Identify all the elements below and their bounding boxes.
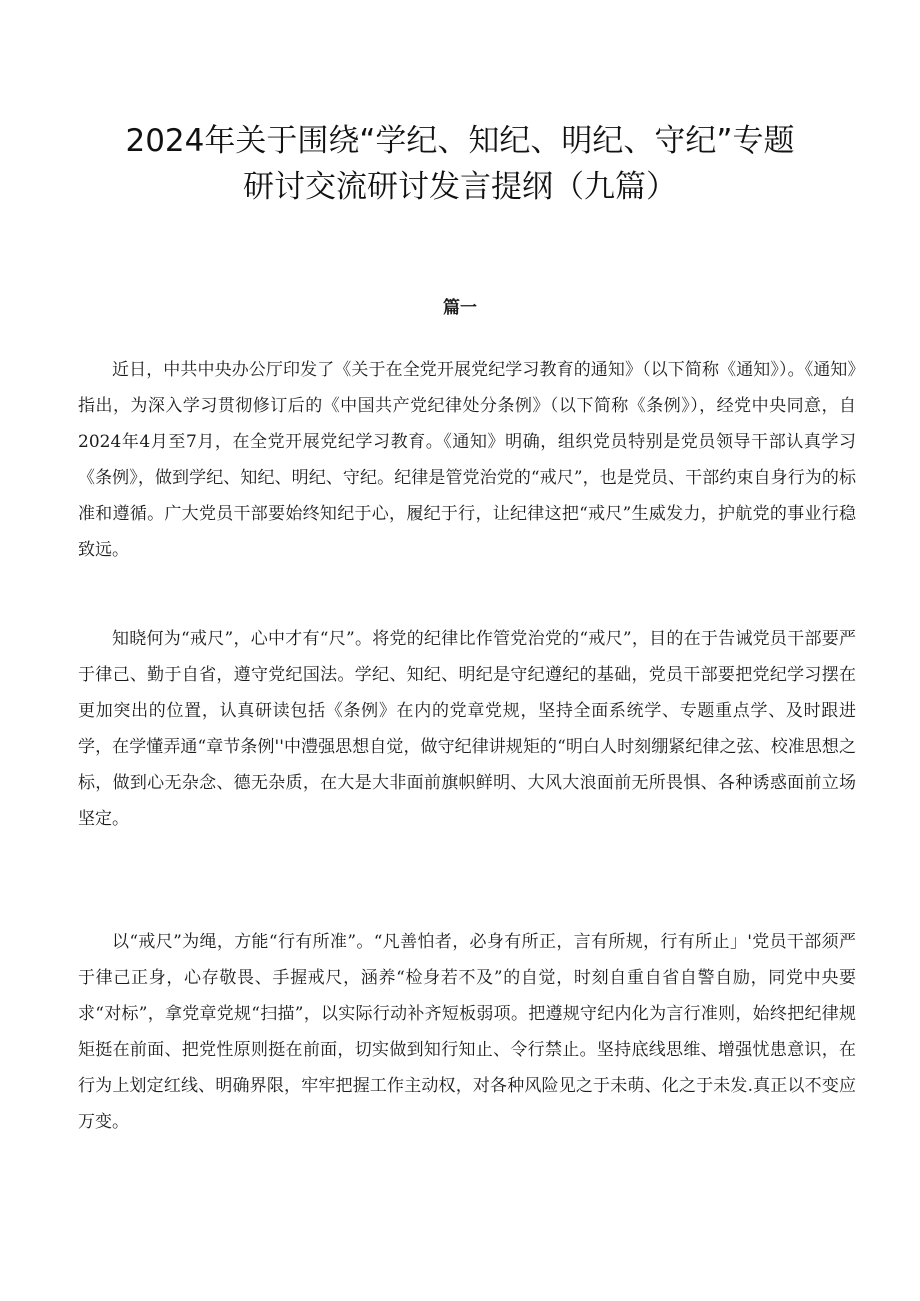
section-heading: 篇一 [443,298,477,318]
document-title [60,118,860,210]
paragraph-2: 知晓何为“戒尺”，心中才有“尺”。将党的纪律比作管党治党的“戒尺”，目的在于告诫党员干部要严于律己、勤于自省，遵守党纪国法。学纪、知纪、明纪是守纪遵纪的基础，党员干部要把党纪学习摆在更加突出的位置，认真研读包括《条例》在内的党章党规，坚持全面系统学、专题重点学、及时跟进学，在学懂弄通“章节条例''中澧强思想自觉，做守纪律讲规矩的“明白人时刻绷紧纪律之弦、校准思想之标，做到心无杂念、德无杂质，在大是大非面前旗帜鲜明、大风大浪面前无所畏惧、各种诱惑面前立场坚定。 [78,629,856,829]
paragraph-3: 以“戒尺”为绳，方能“行有所准”。“凡善怕者，必身有所正，言有所规，行有所止」'党员干部须严于律己正身，心存敬畏、手握戒尺，涵养“检身若不及”的自觉，时刻自重自省自警自励，同党中央要求“对标”，拿党章党规“扫描”，以实际行动补齐短板弱项。把遵规守纪内化为言行准则，始终把纪律规矩挺在前面、把党性原则挺在前面，切实做到知行知止、令行禁止。坚持底线思维、增强忧患意识，在行为上划定红线、明确界限，牢牢把握工作主动权，对各种风险见之于未萌、化之于未发.真正以不变应万变。 [78,932,856,1132]
document-title-line-2: 研讨交流研讨发言提纲（九篇） [243,169,677,205]
document-title-line-1: 2024年关于围绕“学纪、知纪、明纪、守纪”专题 [125,123,795,159]
paragraph-1: 近日，中共中央办公厅印发了《关于在全党开展党纪学习教育的通知》（以下简称《通知》）。《通知》指出，为深入学习贯彻修订后的《中国共产党纪律处分条例》（以下简称《条例》），经党中央同意，自2024年4月至7月，在全党开展党纪学习教育。《通知》明确，组织党员特别是党员领导干部认真学习《条例》，做到学纪、知纪、明纪、守纪。纪律是管党治党的“戒尺”，也是党员、干部约束自身行为的标准和遵循。广大党员干部要始终知纪于心，履纪于行，让纪律这把“戒尺”生威发力，护航党的事业行稳致远。 [78,360,856,560]
